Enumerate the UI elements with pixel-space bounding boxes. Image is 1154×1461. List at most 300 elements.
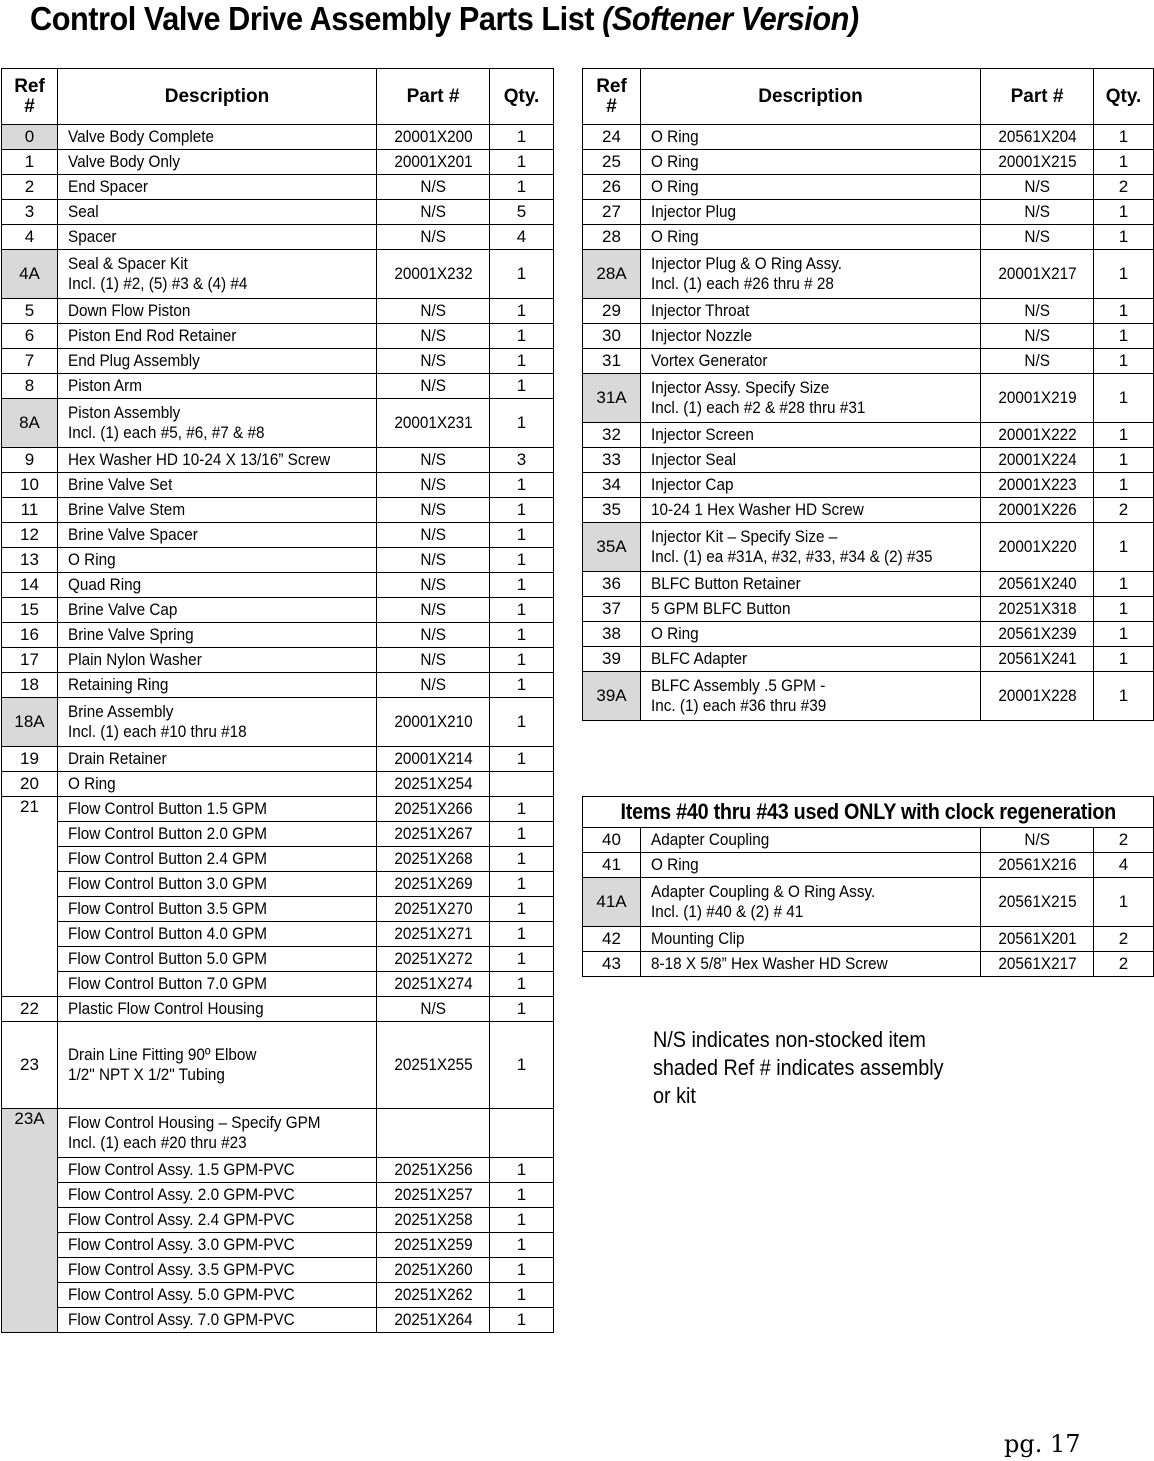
description-cell: Adapter Coupling & O Ring Assy. Incl. (1) #40 & (2) # 41 [641, 878, 981, 927]
part-number-cell: 20251X271 [377, 922, 490, 947]
ref-cell: 26 [583, 175, 641, 200]
ref-cell: 0 [2, 125, 58, 150]
table-row [583, 647, 1154, 672]
qty-cell: 1 [1094, 374, 1154, 423]
description-cell: Valve Body Complete [58, 125, 377, 150]
description-cell: Flow Control Assy. 1.5 GPM-PVC [58, 1158, 377, 1183]
part-number-cell: N/S [377, 324, 490, 349]
description-cell: O Ring [641, 125, 981, 150]
part-number-cell: 20251X318 [981, 597, 1094, 622]
part-number-cell: N/S [981, 299, 1094, 324]
part-number-cell: 20001X223 [981, 473, 1094, 498]
description-cell: Injector Plug [641, 200, 981, 225]
qty-cell: 2 [1094, 927, 1154, 952]
description-cell: Brine Valve Stem [58, 498, 377, 523]
qty-cell: 2 [1094, 828, 1154, 853]
part-number-cell: 20561X216 [981, 853, 1094, 878]
part-number-cell: 20561X215 [981, 878, 1094, 927]
ref-cell: 12 [2, 523, 58, 548]
ref-cell: 35 [583, 498, 641, 523]
description-cell: Injector Screen [641, 423, 981, 448]
part-number-cell: 20001X222 [981, 423, 1094, 448]
part-number-cell: N/S [377, 598, 490, 623]
ref-cell: 1 [2, 150, 58, 175]
part-number-cell: 20001X201 [377, 150, 490, 175]
qty-cell: 1 [490, 1233, 554, 1258]
table-row [2, 747, 554, 772]
part-number-cell: N/S [981, 349, 1094, 374]
qty-cell: 1 [490, 623, 554, 648]
description-cell: Flow Control Assy. 2.4 GPM-PVC [58, 1208, 377, 1233]
ref-cell: 3 [2, 200, 58, 225]
notes [653, 1026, 976, 1110]
table-row [2, 648, 554, 673]
ref-cell: 17 [2, 648, 58, 673]
table-row [2, 448, 554, 473]
table-row [2, 1208, 554, 1233]
description-cell: Flow Control Assy. 7.0 GPM-PVC [58, 1308, 377, 1333]
ref-cell: 18A [2, 698, 58, 747]
part-number-cell: N/S [377, 448, 490, 473]
ref-cell: 42 [583, 927, 641, 952]
description-cell: End Spacer [58, 175, 377, 200]
qty-cell: 1 [490, 548, 554, 573]
part-number-cell: 20251X270 [377, 897, 490, 922]
ref-cell: 18 [2, 673, 58, 698]
table-row [2, 897, 554, 922]
ref-cell: 11 [2, 498, 58, 523]
description-cell: Injector Kit – Specify Size – Incl. (1) ea #31A, #32, #33, #34 & (2) #35 [641, 523, 981, 572]
part-number-cell: N/S [981, 175, 1094, 200]
part-number-cell [377, 1109, 490, 1158]
table-row [2, 1183, 554, 1208]
description-header: Description [641, 69, 981, 125]
description-header: Description [58, 69, 377, 125]
description-cell: Flow Control Button 2.0 GPM [58, 822, 377, 847]
table-row [583, 200, 1154, 225]
description-cell: Injector Plug & O Ring Assy. Incl. (1) each #26 thru # 28 [641, 250, 981, 299]
qty-cell: 1 [490, 972, 554, 997]
qty-cell: 1 [1094, 572, 1154, 597]
part-number-cell: 20001X214 [377, 747, 490, 772]
ref-cell: 31 [583, 349, 641, 374]
qty-cell: 1 [490, 1258, 554, 1283]
qty-cell: 2 [1094, 952, 1154, 977]
part-number-cell: 20251X272 [377, 947, 490, 972]
ref-cell: 14 [2, 573, 58, 598]
qty-cell: 1 [490, 698, 554, 747]
table-row [583, 597, 1154, 622]
table-row [2, 822, 554, 847]
description-cell: O Ring [641, 150, 981, 175]
ref-cell: 23 [2, 1022, 58, 1109]
table-row [583, 150, 1154, 175]
part-number-cell: 20001X220 [981, 523, 1094, 572]
qty-cell: 1 [490, 872, 554, 897]
ref-cell: 7 [2, 349, 58, 374]
ref-cell: 43 [583, 952, 641, 977]
description-cell: Hex Washer HD 10-24 X 13/16” Screw [58, 448, 377, 473]
qty-cell: 1 [490, 473, 554, 498]
table-row [583, 828, 1154, 853]
description-cell: Flow Control Button 7.0 GPM [58, 972, 377, 997]
description-cell: Flow Control Assy. 2.0 GPM-PVC [58, 1183, 377, 1208]
description-cell: Injector Cap [641, 473, 981, 498]
description-cell: Flow Control Assy. 5.0 GPM-PVC [58, 1283, 377, 1308]
table-row [583, 473, 1154, 498]
table-row [2, 548, 554, 573]
ref-cell: 22 [2, 997, 58, 1022]
table-row [583, 175, 1154, 200]
page-number: pg. 17 [1004, 1430, 1081, 1458]
part-number-cell: N/S [377, 673, 490, 698]
part-number-cell: N/S [377, 299, 490, 324]
qty-cell: 1 [1094, 150, 1154, 175]
description-cell: 5 GPM BLFC Button [641, 597, 981, 622]
qty-cell: 1 [1094, 622, 1154, 647]
qty-cell: 1 [490, 1283, 554, 1308]
part-number-cell: N/S [981, 828, 1094, 853]
qty-cell: 1 [490, 498, 554, 523]
ref-cell: 40 [583, 828, 641, 853]
part-number-cell: 20251X262 [377, 1283, 490, 1308]
ref-cell: 30 [583, 324, 641, 349]
part-number-cell: N/S [377, 473, 490, 498]
qty-cell: 1 [1094, 473, 1154, 498]
description-cell: Retaining Ring [58, 673, 377, 698]
title-sub: (Softener Version) [602, 0, 859, 37]
qty-cell: 1 [490, 573, 554, 598]
description-cell: Brine Valve Set [58, 473, 377, 498]
table-row [583, 523, 1154, 572]
ref-cell: 20 [2, 772, 58, 797]
description-cell: Brine Valve Cap [58, 598, 377, 623]
table-row [2, 399, 554, 448]
part-number-cell: 20001X200 [377, 125, 490, 150]
ref-cell: 39 [583, 647, 641, 672]
description-cell: Flow Control Housing – Specify GPM Incl. (1) each #20 thru #23 [58, 1109, 377, 1158]
table-row [2, 997, 554, 1022]
ref-cell: 36 [583, 572, 641, 597]
table-row [2, 250, 554, 299]
description-cell: Seal & Spacer Kit Incl. (1) #2, (5) #3 & (4) #4 [58, 250, 377, 299]
part-number-cell: 20001X217 [981, 250, 1094, 299]
table-row [2, 150, 554, 175]
qty-cell: 1 [1094, 299, 1154, 324]
qty-cell: 1 [490, 922, 554, 947]
description-cell: Piston Arm [58, 374, 377, 399]
qty-cell: 1 [490, 175, 554, 200]
ref-cell: 25 [583, 150, 641, 175]
qty-cell: 1 [490, 747, 554, 772]
part-number-cell: 20251X258 [377, 1208, 490, 1233]
part-number-cell: N/S [377, 349, 490, 374]
table-row [2, 1109, 554, 1158]
table-row [583, 250, 1154, 299]
ref-cell: 31A [583, 374, 641, 423]
part-number-cell: 20251X267 [377, 822, 490, 847]
part-number-cell: N/S [377, 623, 490, 648]
table-row [583, 374, 1154, 423]
ref-cell: 38 [583, 622, 641, 647]
qty-cell: 1 [490, 648, 554, 673]
table-row [2, 523, 554, 548]
table-row [2, 225, 554, 250]
table-row [2, 498, 554, 523]
description-cell: Down Flow Piston [58, 299, 377, 324]
part-number-cell: N/S [377, 573, 490, 598]
left-parts-table [1, 68, 554, 1333]
part-number-cell: N/S [981, 200, 1094, 225]
description-cell: Quad Ring [58, 573, 377, 598]
description-cell: Injector Assy. Specify Size Incl. (1) each #2 & #28 thru #31 [641, 374, 981, 423]
table-row [583, 927, 1154, 952]
part-number-cell: 20561X217 [981, 952, 1094, 977]
right-parts-table [582, 68, 1154, 721]
part-number-cell: 20251X266 [377, 797, 490, 822]
qty-cell: 1 [490, 822, 554, 847]
part-number-cell: 20251X260 [377, 1258, 490, 1283]
table-row [2, 125, 554, 150]
part-number-cell: 20251X254 [377, 772, 490, 797]
description-cell: Flow Control Assy. 3.5 GPM-PVC [58, 1258, 377, 1283]
description-cell: Drain Retainer [58, 747, 377, 772]
ref-cell: 9 [2, 448, 58, 473]
description-cell: Piston Assembly Incl. (1) each #5, #6, #7 & #8 [58, 399, 377, 448]
description-cell: Flow Control Button 3.5 GPM [58, 897, 377, 922]
table-row [2, 772, 554, 797]
part-number-cell: 20001X215 [981, 150, 1094, 175]
qty-cell: 1 [490, 125, 554, 150]
description-cell: Spacer [58, 225, 377, 250]
table-row [2, 1022, 554, 1109]
part-number-cell: 20251X274 [377, 972, 490, 997]
ref-cell: 34 [583, 473, 641, 498]
part-number-cell: N/S [377, 175, 490, 200]
description-cell: BLFC Button Retainer [641, 572, 981, 597]
qty-cell: 1 [1094, 349, 1154, 374]
ref-cell: 41 [583, 853, 641, 878]
table-row [583, 878, 1154, 927]
qty-cell: 1 [490, 523, 554, 548]
part-number-cell: 20001X228 [981, 672, 1094, 721]
part-number-cell: 20561X204 [981, 125, 1094, 150]
ref-cell: 13 [2, 548, 58, 573]
table-row [583, 448, 1154, 473]
ref-cell: 8A [2, 399, 58, 448]
description-cell: Flow Control Button 2.4 GPM [58, 847, 377, 872]
part-number-cell: 20561X201 [981, 927, 1094, 952]
table-row [583, 622, 1154, 647]
table-row [2, 1233, 554, 1258]
part-number-cell: 20251X257 [377, 1183, 490, 1208]
part-number-cell: 20251X259 [377, 1233, 490, 1258]
qty-cell: 2 [1094, 175, 1154, 200]
description-cell: Mounting Clip [641, 927, 981, 952]
ref-cell: 29 [583, 299, 641, 324]
description-cell: Flow Control Button 5.0 GPM [58, 947, 377, 972]
qty-cell: 3 [490, 448, 554, 473]
part-header: Part # [377, 69, 490, 125]
ref-cell: 37 [583, 597, 641, 622]
table-row [583, 672, 1154, 721]
part-number-cell: N/S [377, 648, 490, 673]
ref-cell: 4 [2, 225, 58, 250]
description-cell: Piston End Rod Retainer [58, 324, 377, 349]
description-cell: Valve Body Only [58, 150, 377, 175]
qty-cell: 1 [490, 1208, 554, 1233]
qty-cell: 1 [490, 324, 554, 349]
qty-cell: 1 [490, 897, 554, 922]
qty-cell: 1 [1094, 448, 1154, 473]
table-row [583, 299, 1154, 324]
ref-cell: 16 [2, 623, 58, 648]
part-number-cell: 20561X240 [981, 572, 1094, 597]
qty-cell [490, 772, 554, 797]
ref-cell: 28A [583, 250, 641, 299]
ref-cell: 15 [2, 598, 58, 623]
part-number-cell: 20001X219 [981, 374, 1094, 423]
table-row [583, 125, 1154, 150]
ref-cell: 28 [583, 225, 641, 250]
part-number-cell: N/S [377, 548, 490, 573]
ref-cell: 41A [583, 878, 641, 927]
part-number-cell: N/S [981, 324, 1094, 349]
qty-cell: 1 [490, 947, 554, 972]
description-cell: Injector Seal [641, 448, 981, 473]
description-cell: Brine Assembly Incl. (1) each #10 thru #18 [58, 698, 377, 747]
qty-cell: 1 [490, 1183, 554, 1208]
description-cell: BLFC Adapter [641, 647, 981, 672]
table-row [2, 922, 554, 947]
part-number-cell: N/S [377, 498, 490, 523]
table-row [2, 573, 554, 598]
description-cell: O Ring [58, 548, 377, 573]
qty-cell: 4 [490, 225, 554, 250]
table-row [2, 473, 554, 498]
table-row [583, 498, 1154, 523]
ref-header: Ref # [2, 69, 58, 125]
part-number-cell: 20561X241 [981, 647, 1094, 672]
ref-cell: 10 [2, 473, 58, 498]
ref-cell: 8 [2, 374, 58, 399]
description-cell: End Plug Assembly [58, 349, 377, 374]
part-number-cell: N/S [377, 374, 490, 399]
description-cell: O Ring [641, 622, 981, 647]
table-row [2, 623, 554, 648]
table-row [2, 1158, 554, 1183]
ref-cell: 5 [2, 299, 58, 324]
description-cell: Flow Control Button 1.5 GPM [58, 797, 377, 822]
table-row [2, 299, 554, 324]
qty-cell: 1 [490, 299, 554, 324]
description-cell: Plastic Flow Control Housing [58, 997, 377, 1022]
qty-header: Qty. [1094, 69, 1154, 125]
table-row [583, 572, 1154, 597]
ref-cell: 4A [2, 250, 58, 299]
part-number-cell: 20001X210 [377, 698, 490, 747]
qty-cell: 1 [490, 250, 554, 299]
description-cell: Plain Nylon Washer [58, 648, 377, 673]
table-row [2, 1258, 554, 1283]
part-number-cell: N/S [377, 997, 490, 1022]
table-row [583, 349, 1154, 374]
qty-cell: 5 [490, 200, 554, 225]
note-line: or kit [653, 1083, 696, 1108]
table-row [2, 797, 554, 822]
ref-cell: 27 [583, 200, 641, 225]
ref-cell: 23A [2, 1109, 58, 1333]
qty-cell: 4 [1094, 853, 1154, 878]
qty-cell: 1 [490, 847, 554, 872]
description-cell: Seal [58, 200, 377, 225]
part-number-cell: 20001X232 [377, 250, 490, 299]
qty-cell: 1 [490, 673, 554, 698]
qty-cell: 1 [1094, 250, 1154, 299]
ref-cell: 33 [583, 448, 641, 473]
part-number-cell: 20251X268 [377, 847, 490, 872]
qty-cell: 1 [490, 1158, 554, 1183]
table-row [2, 1308, 554, 1333]
qty-cell: 1 [1094, 647, 1154, 672]
description-cell: Drain Line Fitting 90º Elbow 1/2" NPT X 1/2" Tubing [58, 1022, 377, 1109]
qty-cell: 1 [1094, 878, 1154, 927]
note-line: N/S indicates non-stocked item [653, 1027, 926, 1052]
qty-cell: 1 [490, 1022, 554, 1109]
description-cell: Flow Control Button 4.0 GPM [58, 922, 377, 947]
part-number-cell: 20001X231 [377, 399, 490, 448]
part-number-cell: 20251X264 [377, 1308, 490, 1333]
table-row [2, 324, 554, 349]
qty-cell: 1 [490, 797, 554, 822]
ref-cell: 19 [2, 747, 58, 772]
part-number-cell: N/S [377, 523, 490, 548]
qty-cell: 1 [1094, 423, 1154, 448]
part-number-cell: N/S [377, 200, 490, 225]
qty-cell: 1 [490, 997, 554, 1022]
table-row [583, 423, 1154, 448]
table-row [583, 952, 1154, 977]
clock-parts-table [582, 796, 1154, 977]
ref-cell: 6 [2, 324, 58, 349]
table-row [2, 847, 554, 872]
part-number-cell: 20251X269 [377, 872, 490, 897]
table-row [583, 225, 1154, 250]
qty-cell: 1 [1094, 672, 1154, 721]
qty-cell: 1 [1094, 225, 1154, 250]
qty-header: Qty. [490, 69, 554, 125]
table-row [2, 972, 554, 997]
description-cell: BLFC Assembly .5 GPM - Inc. (1) each #36 thru #39 [641, 672, 981, 721]
title-main: Control Valve Drive Assembly Parts List [30, 0, 603, 37]
part-number-cell: 20561X239 [981, 622, 1094, 647]
qty-cell: 1 [490, 399, 554, 448]
table-row [583, 324, 1154, 349]
description-cell: 8-18 X 5/8” Hex Washer HD Screw [641, 952, 981, 977]
ref-cell: 2 [2, 175, 58, 200]
table-row [2, 872, 554, 897]
page-title [30, 0, 859, 38]
ref-cell: 35A [583, 523, 641, 572]
part-number-cell: N/S [377, 225, 490, 250]
table-row [2, 1283, 554, 1308]
part-number-cell: 20251X255 [377, 1022, 490, 1109]
description-cell: Injector Nozzle [641, 324, 981, 349]
description-cell: Brine Valve Spacer [58, 523, 377, 548]
part-number-cell: 20001X226 [981, 498, 1094, 523]
ref-cell: 24 [583, 125, 641, 150]
qty-cell: 1 [490, 374, 554, 399]
